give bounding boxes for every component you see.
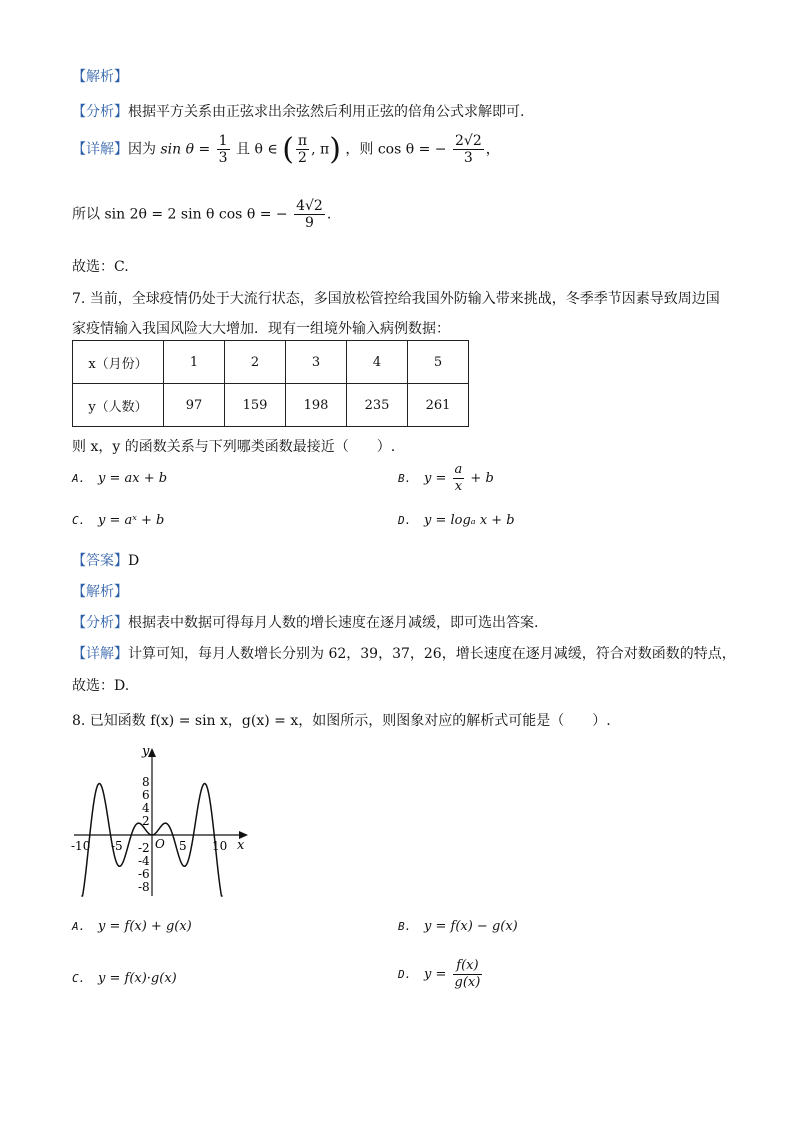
frac-num: 4√2 <box>296 198 323 214</box>
option-text: y = f(x) − g(x) <box>424 919 518 934</box>
table-cell: 97 <box>164 384 225 427</box>
frac-num: a <box>454 462 463 477</box>
y-tick-label: -4 <box>138 854 150 868</box>
option-post: + b <box>470 471 494 486</box>
q7-question: 则 x，y 的函数关系与下列哪类函数最接近（ ）. <box>72 439 396 455</box>
option-label: C. <box>72 972 86 985</box>
y-tick-label: 6 <box>142 788 150 802</box>
option-label: B. <box>398 472 412 485</box>
q8-option-d[interactable] <box>398 958 484 991</box>
y-tick-label: 8 <box>142 775 150 789</box>
period: . <box>326 206 332 223</box>
q6-answer: 故选：C. <box>72 259 129 275</box>
x-tick-label: 5 <box>179 839 187 853</box>
table-cell: 2 <box>225 341 286 384</box>
detail-tag: 【详解】 <box>72 646 128 662</box>
suoyi-line <box>72 198 331 231</box>
fraction-pi-half <box>296 133 309 166</box>
option-label: A. <box>72 472 86 485</box>
y-tick-label: 4 <box>142 801 150 815</box>
q7-option-c[interactable] <box>72 513 164 528</box>
suoyi-text: 所以 sin 2θ = 2 sin θ cos θ = − <box>72 206 288 223</box>
table-cell: 198 <box>286 384 347 427</box>
detail-tag: 【详解】 <box>72 141 128 158</box>
option-pre: y = <box>424 967 447 982</box>
frac-num: π <box>297 133 308 149</box>
q8-option-b[interactable] <box>398 919 518 934</box>
option-pre: y = <box>424 471 447 486</box>
option-label: B. <box>398 920 412 933</box>
section-tag-jiexi: 【解析】 <box>72 69 128 85</box>
interval-tail: , π <box>311 141 330 158</box>
frac-den: 3 <box>218 150 228 166</box>
section-tag-jiexi: 【解析】 <box>72 584 128 600</box>
theta-in: 且 θ ∈ <box>236 141 278 158</box>
function-graph <box>66 740 256 900</box>
option-text: y = f(x) + g(x) <box>98 919 192 934</box>
option-label: A. <box>72 920 86 933</box>
left-paren: ( <box>282 132 294 167</box>
sin-theta: sin θ = <box>160 141 215 158</box>
analysis-line <box>72 101 524 121</box>
table-cell: 3 <box>286 341 347 384</box>
analysis-text: 根据平方关系由正弦求出余弦然后利用正弦的倍角公式求解即可. <box>128 104 525 120</box>
detail-text: 计算可知，每月人数增长分别为 62，39，37，26，增长速度在逐月减缓，符合对数函数的特点， <box>128 646 736 662</box>
analysis-text: 根据表中数据可得每月人数的增长速度在逐月减缓，即可选出答案. <box>128 615 539 631</box>
detail-line <box>72 132 500 167</box>
q7-option-b[interactable] <box>398 462 494 495</box>
q8-option-c[interactable] <box>72 971 177 986</box>
table-row <box>73 341 469 384</box>
frac-den: 9 <box>304 215 314 231</box>
origin-label: O <box>155 837 165 851</box>
option-text: y = f(x)·g(x) <box>98 971 177 986</box>
detail-because: 因为 <box>128 141 156 158</box>
option-label: D. <box>398 968 412 981</box>
frac-num: 1 <box>218 133 228 149</box>
analysis-tag: 【分析】 <box>72 615 128 631</box>
option-text: y = aˣ + b <box>98 513 165 528</box>
q7-answer-line <box>72 550 139 570</box>
then-cos: ，则 cos θ = − <box>345 141 447 158</box>
q7-option-a[interactable] <box>72 471 167 486</box>
x-axis-label: x <box>237 838 245 853</box>
fraction-a-over-x <box>453 462 465 495</box>
y-tick-label: 2 <box>142 814 150 828</box>
q7-analysis-line <box>72 612 538 632</box>
y-tick-label: -2 <box>138 841 150 855</box>
table-cell: 235 <box>347 384 408 427</box>
fraction-2root2-3 <box>453 133 484 166</box>
q7-option-d[interactable] <box>398 513 515 528</box>
option-text: y = ax + b <box>98 471 168 486</box>
fraction-f-over-g <box>453 958 483 991</box>
y-tick-label: -8 <box>138 880 150 894</box>
option-text: y = logₐ x + b <box>424 513 515 528</box>
y-axis-label: y <box>142 744 150 759</box>
fraction-4root2-9 <box>294 198 325 231</box>
data-table <box>72 340 469 427</box>
option-label: C. <box>72 514 86 527</box>
answer-tag: 【答案】 <box>72 553 128 569</box>
q7-stem-line1: 7. 当前，全球疫情仍处于大流行状态，多国放松管控给我国外防输入带来挑战，冬季季节因素导致周边国 <box>72 291 720 307</box>
table-header-cell: x（月份） <box>73 341 164 384</box>
table-cell: 4 <box>347 341 408 384</box>
q8-option-a[interactable] <box>72 919 192 934</box>
q7-answer: 故选：D. <box>72 678 130 694</box>
table-cell: 5 <box>408 341 469 384</box>
frac-den: x <box>454 479 463 494</box>
q7-stem-line2: 家疫情输入我国风险大大增加．现有一组境外输入病例数据： <box>72 321 450 337</box>
comma: ， <box>485 141 500 158</box>
frac-den: g(x) <box>454 975 481 990</box>
x-tick-label: -10 <box>71 839 91 853</box>
frac-num: 2√2 <box>455 133 482 149</box>
frac-den: 3 <box>463 150 473 166</box>
answer-value: D <box>128 553 140 569</box>
y-tick-label: -6 <box>138 867 150 881</box>
table-cell: 261 <box>408 384 469 427</box>
right-paren: ) <box>329 132 341 167</box>
table-cell: 159 <box>225 384 286 427</box>
x-tick-label: -5 <box>111 839 123 853</box>
frac-num: f(x) <box>453 958 483 975</box>
table-header-cell: y（人数） <box>73 384 164 427</box>
q8-stem: 8. 已知函数 f(x) = sin x，g(x) = x，如图所示，则图象对应的解析式可能是（ ）. <box>72 713 611 729</box>
fraction-one-third <box>217 133 230 166</box>
q7-detail-line <box>72 643 736 663</box>
x-tick-label: 10 <box>212 839 228 853</box>
analysis-tag: 【分析】 <box>72 104 128 120</box>
table-row <box>73 384 469 427</box>
table-cell: 1 <box>164 341 225 384</box>
frac-den: 2 <box>298 150 307 166</box>
option-label: D. <box>398 514 412 527</box>
